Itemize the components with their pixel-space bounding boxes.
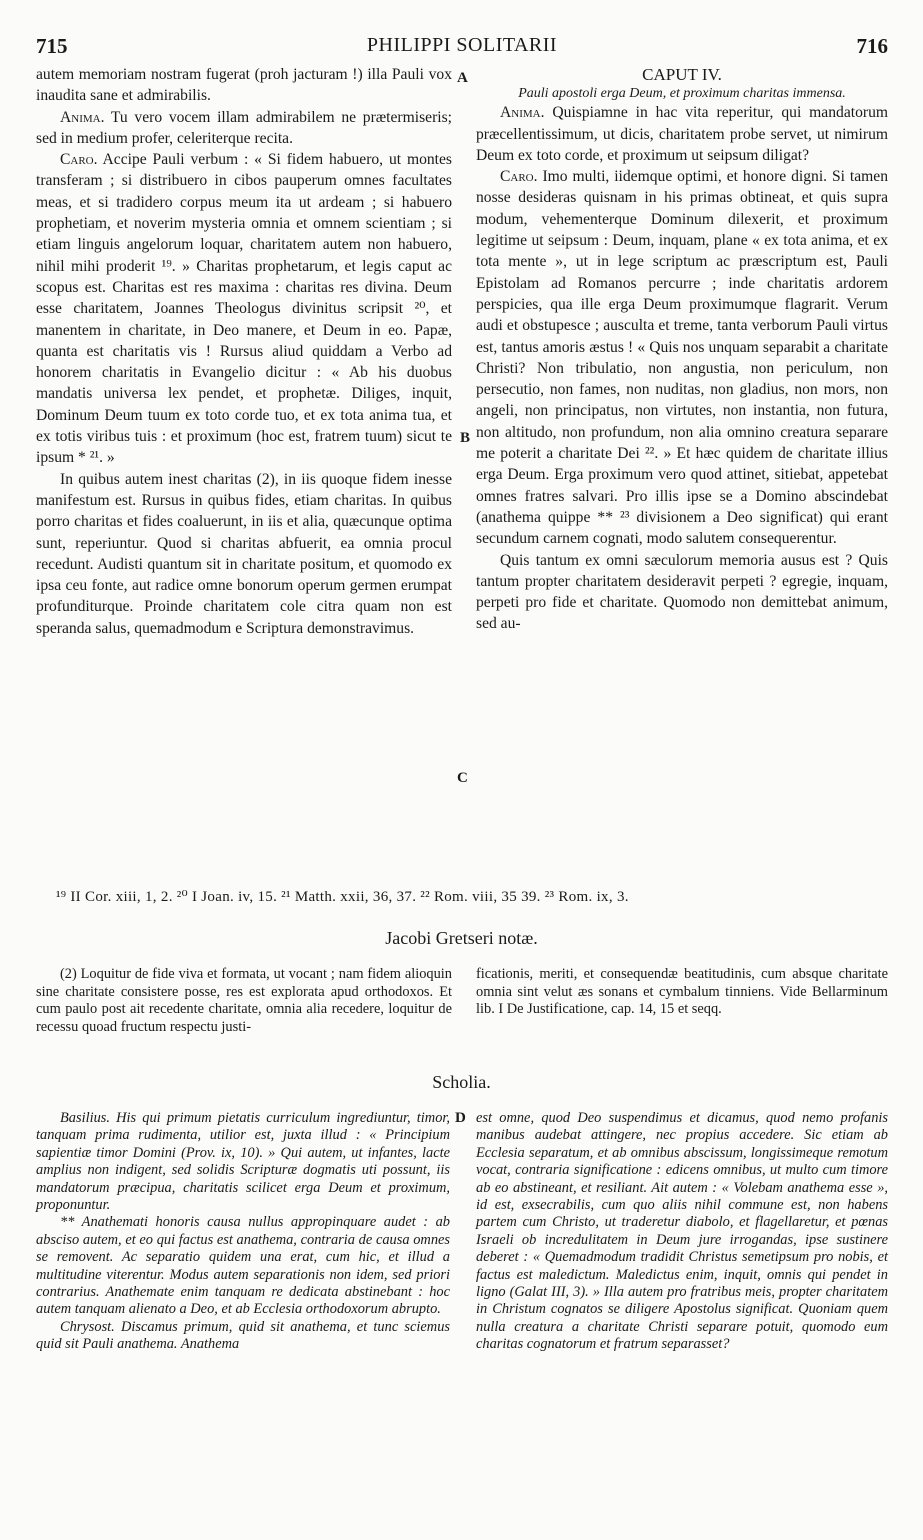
notes-title: Jacobi Gretseri notæ. [385, 928, 538, 948]
left-paragraph-1: autem memoriam nostram fugerat (proh jacturam !) illa Pauli vox inaudita sane et admirabilis. [36, 66, 452, 105]
left-main-column [36, 64, 452, 639]
speaker-anima: Anima. [60, 108, 105, 126]
notes-left-column [36, 966, 452, 1036]
scholia-left-paragraph-1: Basilius. His qui primum pietatis curriculum ingrediuntur, timor, tanquam prima rudimenta, utilior est, juxta illud : « Principium sapientiæ timor Domini (Prov. ix, 10). » Qui autem, ut infantes, lacte amplius non indigent, sed solidis Scripturæ dogmatis uti possunt, iis mandatorum præcipua, charitatis scilicet erga Deum et proximum, proponuntur. [36, 1110, 450, 1214]
scholia-right-column [476, 1110, 888, 1354]
right-paragraph-1-text: Quispiamne in hac vita reperitur, qui mandatorum præcellentissimum, ut dicis, charitatem probe servet, ut nimirum Deum ex toto corde, et proximum ut seipsum diligat? [476, 104, 888, 164]
scholia-title: Scholia. [432, 1072, 491, 1092]
notes-left-text: (2) Loquitur de fide viva et formata, ut vocant ; nam fidem alioquin sine charitate consistere posse, res est explorata apud orthodoxos. Et cum paulo post ait recedente charitate, omnia alia recedere, loquitur de recessu quoad fructum respectu justi- [36, 966, 452, 1035]
margin-letter-d: D [455, 1110, 466, 1126]
page-number-left: 715 [36, 34, 68, 58]
scripture-footnotes: ¹⁹ II Cor. xiii, 1, 2. ²⁰ I Joan. iv, 15. ²¹ Matth. xxii, 36, 37. ²² Rom. viii, 35 39. ²³ Rom. ix, 3. [56, 889, 629, 905]
scholia-left-column [36, 1110, 450, 1354]
chapter-subtitle: Pauli apostoli erga Deum, et proximum charitas immensa. [518, 86, 846, 102]
running-title: PHILIPPI SOLITARII [366, 34, 558, 56]
left-paragraph-4: In quibus autem inest charitas (2), in iis quoque fidem inesse manifestum est. Rursus in quibus fides, etiam charitas. In quibus porro charitas et fides coaluerunt, in iis et alia, quæcunque optima sunt, reperiuntur. Quod si charitas abfuerit, ea omnia procul recedunt. Audisti quantum sit in charitate positum, et quomodo ex ipsa ceu fonte, aut radice omne bonorum operum germen erumpat profunditurque. Proinde charitatem cole citra quam non est speranda salus, quemadmodum e Scriptura demonstravimus. [36, 470, 452, 637]
right-paragraph-2 [476, 166, 888, 549]
margin-letter-a: A [457, 70, 468, 86]
chapter-title: CAPUT IV. [642, 65, 722, 84]
left-paragraph-3-text: Accipe Pauli verbum : « Si fidem habuero, ut montes transferam ; si distribuero in cibos pauperum omnes facultates meas, et si tradidero corpus meum ita ut ardeam ; si habuero prophetiam, et noverim mysteria omnia et omnem scientiam ; si etiam linguis angelorum loquar, charitatem autem non habuero, nihil mihi proderit ¹⁹. » Charitas prophetarum, et legis caput ac scopus est. Charitas est res maxima : charitas res divina. Deum esse charitatem, Joannes Theologus divinitus scripsit ²⁰, et manentem in charitate, in Deo manere, et Deum in eo. Papæ, quanta est charitatis vis ! Rursus aliud quiddam a Verbo ad honorem charitatis in Evangelio dicitur : « Ab his duobus mandatis universa lex pendet, et prophetæ. Diliges, inquit, Dominum Deum tuum ex toto corde tuo, et ex tota anima tua, et ex totis viribus tuis : et proximum (hoc est, fratrem tuum) sicut te ipsum * ²¹. » [36, 151, 452, 467]
right-paragraph-3: Quis tantum ex omni sæculorum memoria ausus est ? Quis tantum propter charitatem desideravit perpeti ? egregie, inquam, perpeti pro fide et charitate. Quomodo non demittebat animum, sed au- [476, 551, 888, 633]
scholia-left-paragraph-2: ** Anathemati honoris causa nullus appropinquare audet : ab absciso autem, et eo qui factus est anathema, contraria de causa omnes se removent. Ac separatio quidem una erat, cum hic, et illud a multitudine viterentur. Modus autem separationis non idem, sed priori contrarius. Anathemate enim tanquam re dedicata abstinebant : hoc autem tanquam alienato a Deo, et ab Ecclesia orthodoxorum abrupto. [36, 1214, 450, 1318]
speaker-anima: Anima. [500, 104, 545, 122]
running-header [36, 34, 888, 60]
scholia-left-paragraph-3: Chrysost. Discamus primum, quid sit anathema, et tunc sciemus quid sit Pauli anathema. Anathema [36, 1318, 450, 1353]
page-number-right: 716 [856, 34, 888, 58]
right-main-column [476, 64, 888, 635]
left-paragraph-2 [36, 107, 452, 150]
speaker-caro: Caro. [60, 151, 98, 169]
margin-letter-b: B [460, 430, 471, 446]
right-paragraph-2-text: Imo multi, iidemque optimi, et honore digni. Si tamen nosse desideras quisnam in his primas obtineat, et quis supra modum, vehementerque Dominum dilexerit, et proximum legitime ut seipsum : Deum, inquam, plane « ex tota anima, et ex tota mente », ut in lege scriptum ac præscriptum est, Pauli Epistolam ad Romanos percurre ; inde charitatis ardorem perspicies, qua ille erga Deum proximumque flagrarit. Verum audi et obstupesce ; ausculta et treme, tanta verborum Pauli virtus est, tantus amoris æstus ! « Quis nos unquam separabit a charitate Christi? Non tribulatio, non angustia, non periculum, non persecutio, non fames, non nuditas, non gladius, non mors, non angeli, non principatus, non virtutes, non instantia, non futura, non altitudo, non profundum, non alia omnino creatura separare me poterit a charitate Dei ²². » Et hæc quidem de charitate illius erga Deum. Erga proximum vero quod attinet, sitiebat, appetebat omnes fratres salvari. Pro illis ipse se a Domino abscindebat (anathema quippe ** ²³ divisionem a Deo significat) qui erant secundum carnem cognati, modo salutem consequerentur. [476, 168, 888, 548]
scholia-right-text: est omne, quod Deo suspendimus et dicamus, quod nemo profanis manibus audebat attingere, nec propius accedere. Sic etiam ab Ecclesia separatum, et ab omnibus abscissum, longissimeque remotum vocat, contraria significatione : edicens omnibus, ut multo cum timore ab eo abstineant, et resiliant. Ait autem : « Volebam anathema esse », id est, exsecrabilis, cum quo aliis nihil commune est, non habens partem cum Christo, ut traderetur diabolo, et flagellaretur, et pœnas Israeli ob incredulitatem in Deum jure irrogandas, ipse sustinere deberet : « Quemadmodum tradidit Christus semetipsum pro nobis, et factus est maledictum. Maledictus enim, inquit, omnis qui pendet in ligno (Galat III, 3). » Illa autem pro fratribus meis, propter charitatem in Christum cognatos se diligere Apostolus significat. Quoniam quem nulla creatura a charitate Christi separare potuit, quomodo eum charitas cognatorum et fratrum separasset? [476, 1110, 888, 1353]
speaker-caro: Caro. [500, 168, 538, 186]
left-paragraph-3 [36, 149, 452, 468]
notes-right-text: ficationis, meriti, et consequendæ beatitudinis, cum absque charitate omnia sint velut æs sonans et cymbalum tinniens. Vide Bellarminum lib. I De Justificatione, cap. 14, 15 et seqq. [476, 966, 888, 1018]
left-paragraph-2-text: Tu vero vocem illam admirabilem ne prætermiseris; sed in medium profer, celeriterque recita. [36, 108, 452, 147]
margin-letter-c: C [457, 770, 468, 786]
right-paragraph-1 [476, 102, 888, 166]
notes-right-column [476, 966, 888, 1019]
